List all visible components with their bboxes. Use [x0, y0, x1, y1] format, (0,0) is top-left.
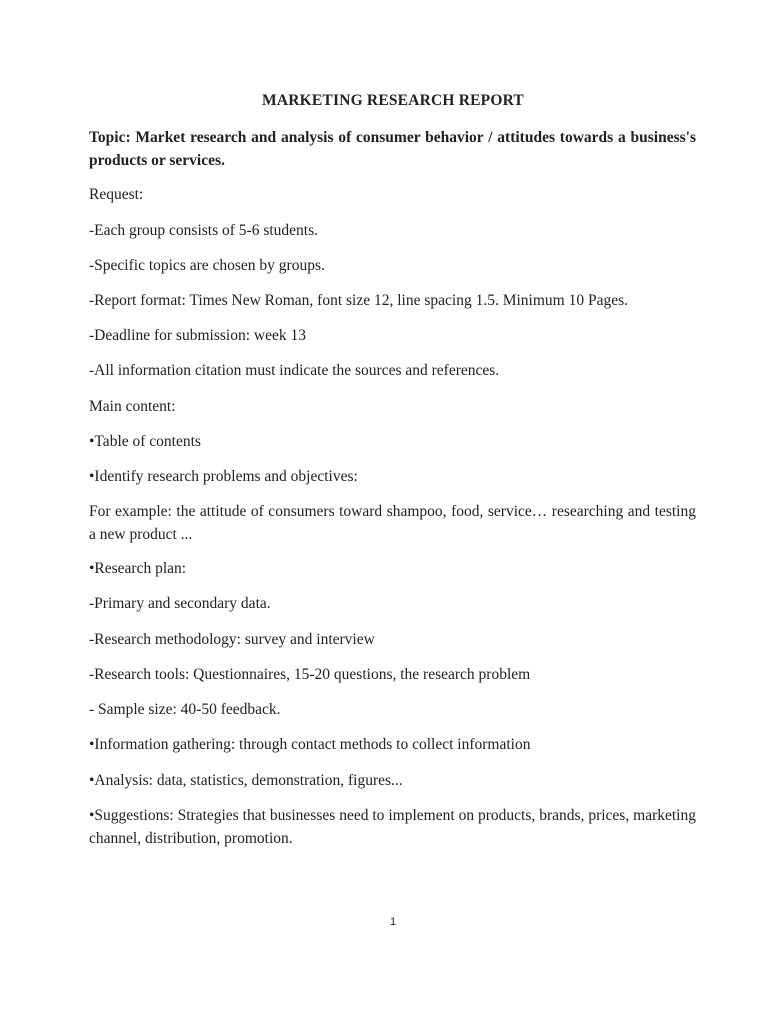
request-item: -Deadline for submission: week 13 [89, 327, 306, 344]
bullet-item-research-plan: •Research plan: [89, 560, 187, 577]
request-item: -All information citation must indicate the sources and references. [89, 362, 500, 379]
research-plan-detail: -Research tools: Questionnaires, 15-20 questions, the research problem [89, 666, 531, 683]
research-plan-detail: -Research methodology: survey and interview [89, 631, 375, 648]
research-plan-detail: - Sample size: 40-50 feedback. [89, 701, 281, 718]
bullet-item-analysis: •Analysis: data, statistics, demonstration, figures... [89, 772, 403, 789]
request-heading: Request: [89, 186, 144, 203]
page-title: MARKETING RESEARCH REPORT [262, 92, 524, 109]
topic-heading: Topic: Market research and analysis of consumer behavior / attitudes towards a business's products or services. [89, 129, 696, 169]
bullet-item-toc: •Table of contents [89, 433, 201, 450]
request-item: -Report format: Times New Roman, font size 12, line spacing 1.5. Minimum 10 Pages. [89, 292, 629, 309]
page-number: 1 [389, 916, 397, 928]
request-item: -Each group consists of 5-6 students. [89, 222, 319, 239]
main-content-heading: Main content: [89, 398, 176, 415]
bullet-item-suggestions: •Suggestions: Strategies that businesses need to implement on products, brands, prices, marketing channel, distribution, promotion. [89, 807, 696, 847]
bullet-item-information: •Information gathering: through contact methods to collect information [89, 736, 531, 753]
request-item: -Specific topics are chosen by groups. [89, 257, 325, 274]
bullet-item-identify: •Identify research problems and objectives: [89, 468, 358, 485]
example-paragraph: For example: the attitude of consumers toward shampoo, food, service… researching and testing a new product ... [89, 503, 696, 543]
research-plan-detail: -Primary and secondary data. [89, 595, 271, 612]
